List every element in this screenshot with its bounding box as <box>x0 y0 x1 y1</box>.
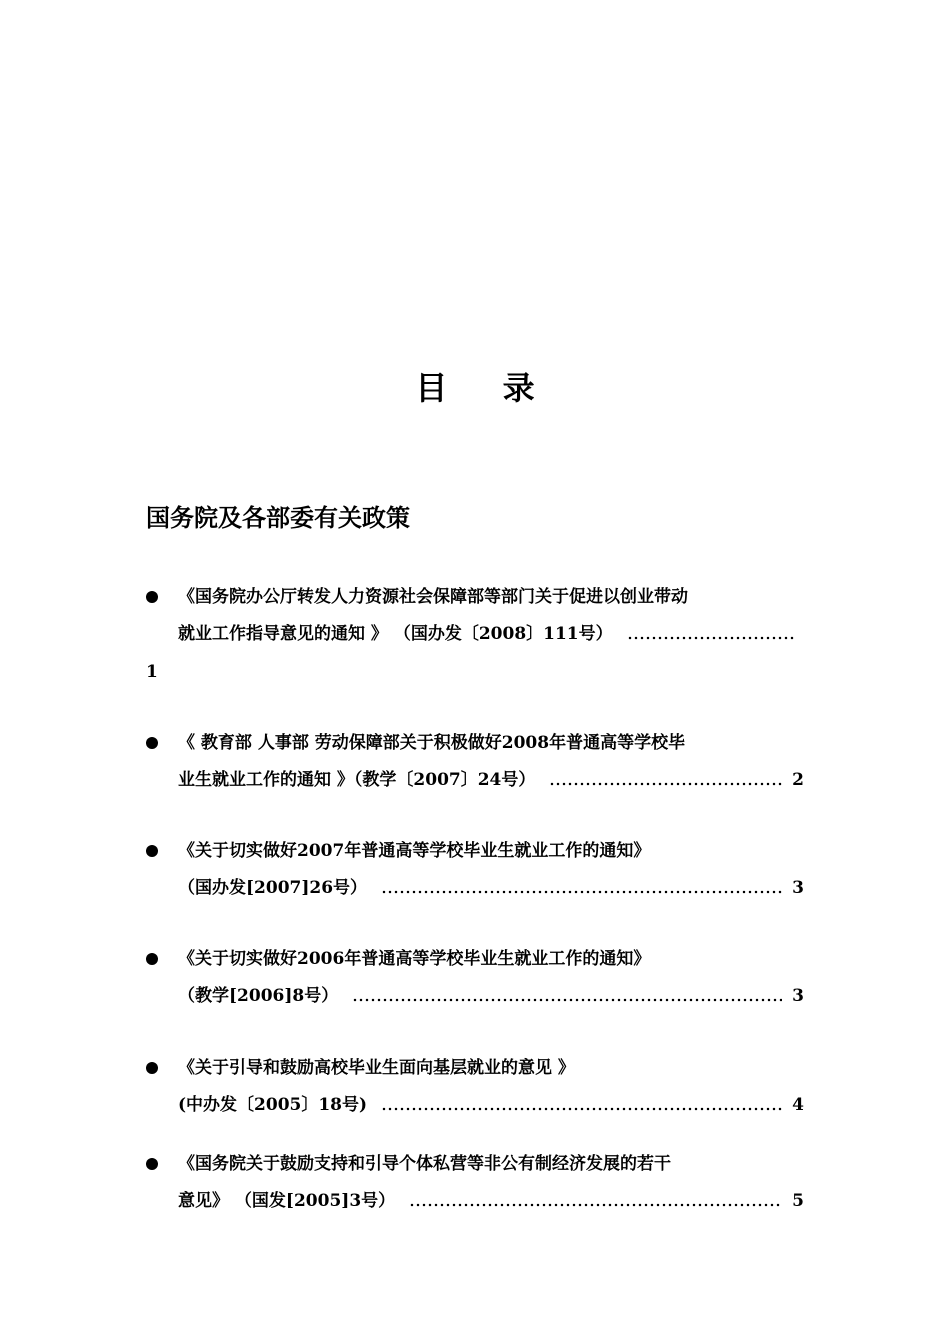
bullet-icon <box>146 1062 158 1074</box>
toc-entry-title-line1: 《国务院办公厅转发人力资源社会保障部等部门关于促进以创业带动 <box>178 587 688 607</box>
bullet-icon <box>146 1158 158 1170</box>
toc-entry-title-line1: 《关于切实做好2006年普通高等学校毕业生就业工作的通知》 <box>178 949 651 969</box>
toc-entry-page-number: 2 <box>792 770 804 790</box>
bullet-icon <box>146 737 158 749</box>
toc-entry-reference: （教学[2006]8号） <box>178 986 339 1006</box>
bullet-icon <box>146 845 158 857</box>
dot-leader <box>352 983 782 1009</box>
dot-leader <box>381 1092 782 1118</box>
dot-leader <box>627 621 794 647</box>
toc-entry-reference: 意见》 （国发[2005]3号） <box>178 1191 396 1211</box>
page-title: 目 录 <box>415 369 557 407</box>
toc-entry-reference: 业生就业工作的通知 》（教学〔2007〕24号） <box>178 770 536 790</box>
toc-entry-page-number: 3 <box>792 878 804 898</box>
toc-entry-title-line1: 《关于引导和鼓励高校毕业生面向基层就业的意见 》 <box>178 1058 575 1078</box>
toc-entry-reference: 就业工作指导意见的通知 》 （国办发〔2008〕111号） <box>178 624 613 644</box>
toc-entry-title-line2 <box>178 1188 804 1214</box>
toc-entry-page-number: 3 <box>792 986 804 1006</box>
dot-leader <box>381 875 782 901</box>
toc-entry-title-line2 <box>178 1092 804 1118</box>
bullet-icon <box>146 953 158 965</box>
toc-entry-page-number: 1 <box>146 662 158 682</box>
section-heading: 国务院及各部委有关政策 <box>146 503 410 532</box>
toc-entry-reference: (中办发〔2005〕18号) <box>178 1095 368 1115</box>
dot-leader <box>549 767 782 793</box>
dot-leader <box>409 1188 782 1214</box>
toc-entry-title-line2 <box>178 767 804 793</box>
bullet-icon <box>146 591 158 603</box>
toc-entry-title-line1: 《国务院关于鼓励支持和引导个体私营等非公有制经济发展的若干 <box>178 1154 671 1174</box>
toc-entry-title-line2 <box>178 621 804 647</box>
toc-entry-title-line1: 《 教育部 人事部 劳动保障部关于积极做好2008年普通高等学校毕 <box>178 733 686 753</box>
toc-entry-title-line2 <box>178 875 804 901</box>
toc-entry-reference: （国办发[2007]26号） <box>178 878 368 898</box>
toc-entry-title-line1: 《关于切实做好2007年普通高等学校毕业生就业工作的通知》 <box>178 841 651 861</box>
toc-entry-page-number: 4 <box>792 1095 804 1115</box>
toc-entry-page-number: 5 <box>792 1191 804 1211</box>
toc-entry-title-line2 <box>178 983 804 1009</box>
